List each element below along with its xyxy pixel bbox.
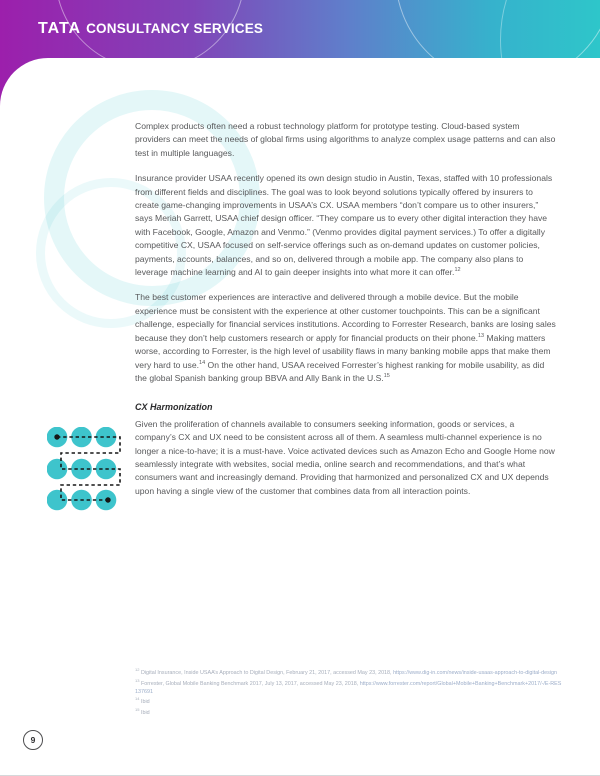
footnote-item: [135, 706, 563, 717]
paragraph-text: Complex products often need a robust technology platform for prototype testing. Cloud-based system providers can meet the needs of global firms using algorithms to analyze complex usage patterns and can also test in multiple languages.: [135, 121, 556, 158]
paragraph-text: On the other hand, USAA received Forrester’s highest ranking for mobile usability, as did the global Spanish banking group BBVA and Ally Bank in the U.S.: [135, 359, 545, 383]
path-end-dot: [105, 497, 110, 502]
footnote-link[interactable]: https://www.forrester.com/report/Global+Mobile+Banking+Benchmark+2017/-/E-RES137691: [135, 680, 562, 695]
footnote-number: 12: [135, 667, 140, 673]
body-copy: [135, 120, 556, 510]
footnote-number: 15: [135, 706, 140, 712]
path-start-dot: [54, 434, 59, 439]
footnote-link[interactable]: https://www.dig-in.com/news/inside-usaas-approach-to-digital-design: [393, 670, 557, 676]
footnote-number: 14: [135, 696, 140, 702]
consultancy-services-wordmark: CONSULTANCY SERVICES: [86, 21, 264, 36]
footnote-text: Ibid: [140, 709, 150, 716]
footnote-item: [135, 677, 563, 696]
footnote-ref: 13: [478, 332, 485, 339]
paragraph-text: Insurance provider USAA recently opened its own design studio in Austin, Texas, staffed with 10 professionals from different fields and disciplines. The goal was to look beyond solutions typically offered by insurers to create game-changing improvements in USAA’s CX. USAA members “don’t compare us to other insurers,” says Meriah Garrett, USAA chief design officer. “They compare us to every other digital interaction they have with Facebook, Google, Amazon and Venmo.” (Venmo provides digital payment services.) To offer a digitally competitive CX, USAA focused on self-service offerings such as on-demand updates on customer policies, payments, accounts, balances, and so on, delivered through a mobile app. The company also plans to leverage machine learning and AI to gain deeper insights into what more it can offer.: [135, 173, 553, 278]
paragraph: [135, 291, 556, 385]
footnote-text: Digital Insurance, Inside USAA’s Approach to Digital Design, February 21, 2017, accessed May 23, 2018,: [140, 670, 394, 676]
footnote-text: Ibid: [140, 699, 150, 705]
paragraph: [135, 172, 556, 279]
paragraph-text: Given the proliferation of channels available to consumers seeking information, goods or services, a company’s CX and UX need to be consistent across all of them. A seamless multi-channel experience is no longer a nice-to-have; it is a must-have. Voice activated devices such as Amazon Echo and Google Home now seamlessly integrate with websites, social media, online search and recommendations, and that’s what consumers want and increasingly demand. Providing that harmonized and personalized CX and UX depends upon having a single view of the customer that combines data from all interaction points.: [135, 418, 555, 496]
paragraph-text: The best customer experiences are interactive and delivered through a mobile device. But the mobile experience must be consistent with the experience at other customer touchpoints. This can be a significant challenge, especially for financial services institutions. According to Forrester Research, banks are losing sales because they don’t help customers research or apply for financial products on their phone.: [135, 292, 556, 343]
cx-dots-graphic: [47, 427, 132, 515]
footnote-ref: 15: [383, 373, 390, 380]
footnote-item: [135, 698, 563, 706]
footnote-item: [135, 669, 563, 677]
content-panel: [0, 58, 600, 776]
tata-wordmark: TATA: [38, 20, 82, 37]
footnote-text: Forrester, Global Mobile Banking Benchmark 2017, July 13, 2017, accessed May 23, 2018,: [140, 680, 360, 687]
footnote-ref: 12: [454, 267, 461, 274]
paragraph-text: Making matters worse, according to Forrester, is the high level of usability flaws in many banking mobile apps that make them very hard to use.: [135, 332, 551, 370]
tata-logo: [38, 20, 263, 38]
footnotes: [135, 669, 563, 719]
footnote-ref: 14: [199, 359, 206, 366]
page-number-badge: [23, 730, 43, 750]
paragraph: [135, 418, 556, 498]
paragraph: [135, 120, 556, 160]
page-number: 9: [30, 735, 36, 745]
footnote-number: 13: [135, 677, 140, 683]
section-heading: CX Harmonization: [135, 402, 213, 413]
